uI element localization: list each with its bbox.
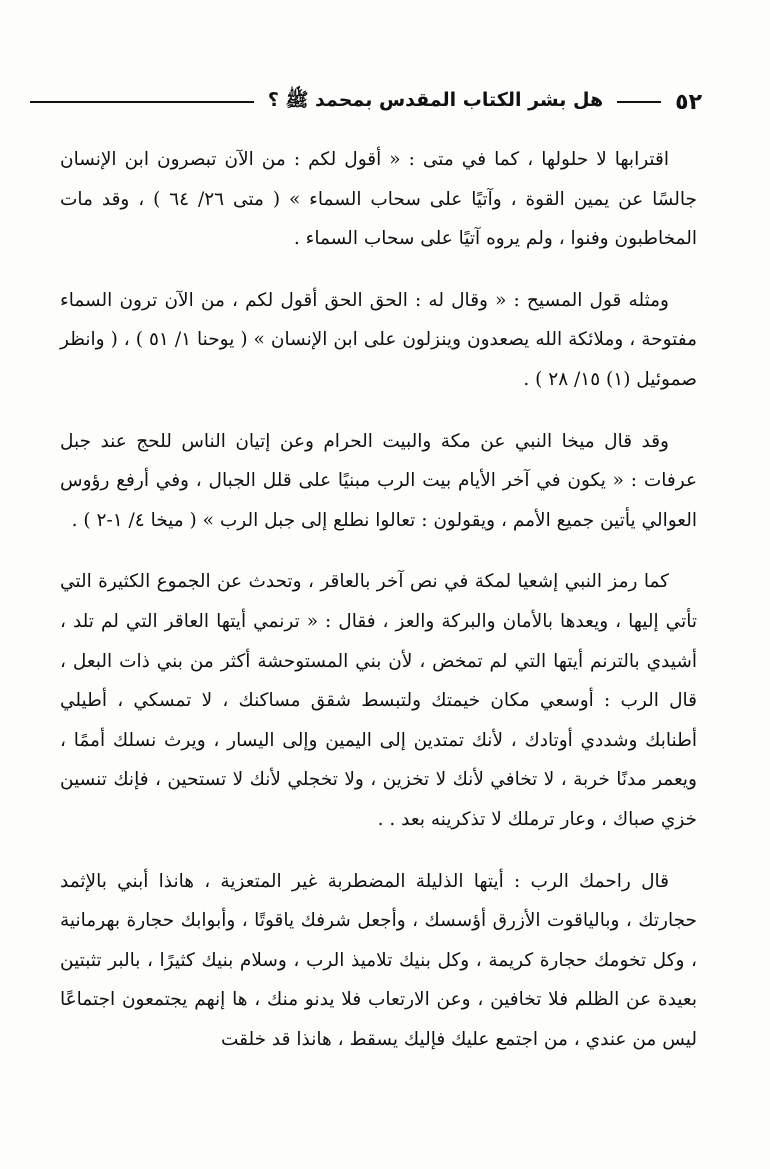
paragraph-1: اقترابها لا حلولها ، كما في متى : « أقول لكم : من الآن تبصرون ابن الإنسان جالسًا عن يمين القوة ، وآتيًا على سحاب السماء » ( متى ٢٦/ ٦٤ ) ، وقد مات المخاطبون وفنوا ، ولم يروه آتيًا على سحاب السماء . xyxy=(60,149,697,250)
body-text xyxy=(60,140,697,1059)
header-rule-short xyxy=(617,101,661,103)
header-rule-long xyxy=(30,101,254,103)
running-title: هل بشر الكتاب المقدس بمحمد ﷺ ؟ xyxy=(267,89,604,111)
paragraph-4: كما رمز النبي إشعيا لمكة في نص آخر بالعاقر ، وتحدث عن الجموع الكثيرة التي تأتي إليها ، ويعدها بالأمان والبركة والعز ، فقال : « ترنمي أيتها العاقر التي لم تلد ، أشيدي بالترنم أيتها التي لم تمخض ، لأن بني المستوحشة أكثر من بني ذات البعل ، قال الرب : أوسعي مكان خيمتك ولتبسط شقق مساكنك ، لا تمسكي ، أطيلي أطنابك وشددي أوتادك ، لأنك تمتدين إلى اليمين وإلى اليسار ، ويرث نسلك أممًا ، ويعمر مدنًا خربة ، لا تخافي لأنك لا تخزين ، ولا تخجلي لأنك لا تستحين ، فإنك تنسين خزي صباك ، وعار ترملك لا تذكرينه بعد . . xyxy=(60,571,697,830)
page-number: ٥٢ xyxy=(675,89,702,115)
page-header xyxy=(30,84,702,120)
paragraph-5: قال راحمك الرب : أيتها الذليلة المضطربة غير المتعزية ، هانذا أبني بالإثمد حجارتك ، وبالياقوت الأزرق أؤسسك ، وأجعل شرفك ياقوتًا ، وأبوابك حجارة بهرمانية ، وكل تخومك حجارة كريمة ، وكل بنيك تلاميذ الرب ، وسلام بنيك كثيرًا ، بالبر تثبتين بعيدة عن الظلم فلا تخافين ، وعن الارتعاب فلا يدنو منك ، ها إنهم يجتمعون اجتماعًا ليس من عندي ، من اجتمع عليك فإليك يسقط ، هانذا قد خلقت xyxy=(60,870,697,1050)
paragraph-3: وقد قال ميخا النبي عن مكة والبيت الحرام وعن إتيان الناس للحج عند جبل عرفات : « يكون في آخر الأيام بيت الرب مبنيًا على قلل الجبال ، وفي أرفع رؤوس العوالي يأتين جميع الأمم ، ويقولون : تعالوا نطلع إلى جبل الرب » ( ميخا ٤/ ١-٢ ) . xyxy=(60,430,697,531)
paragraph-2: ومثله قول المسيح : « وقال له : الحق الحق أقول لكم ، من الآن ترون السماء مفتوحة ، وملائكة الله يصعدون وينزلون على ابن الإنسان » ( يوحنا ١/ ٥١ ) ، ( وانظر صموئيل (١) ١٥/ ٢٨ ) . xyxy=(60,289,697,390)
